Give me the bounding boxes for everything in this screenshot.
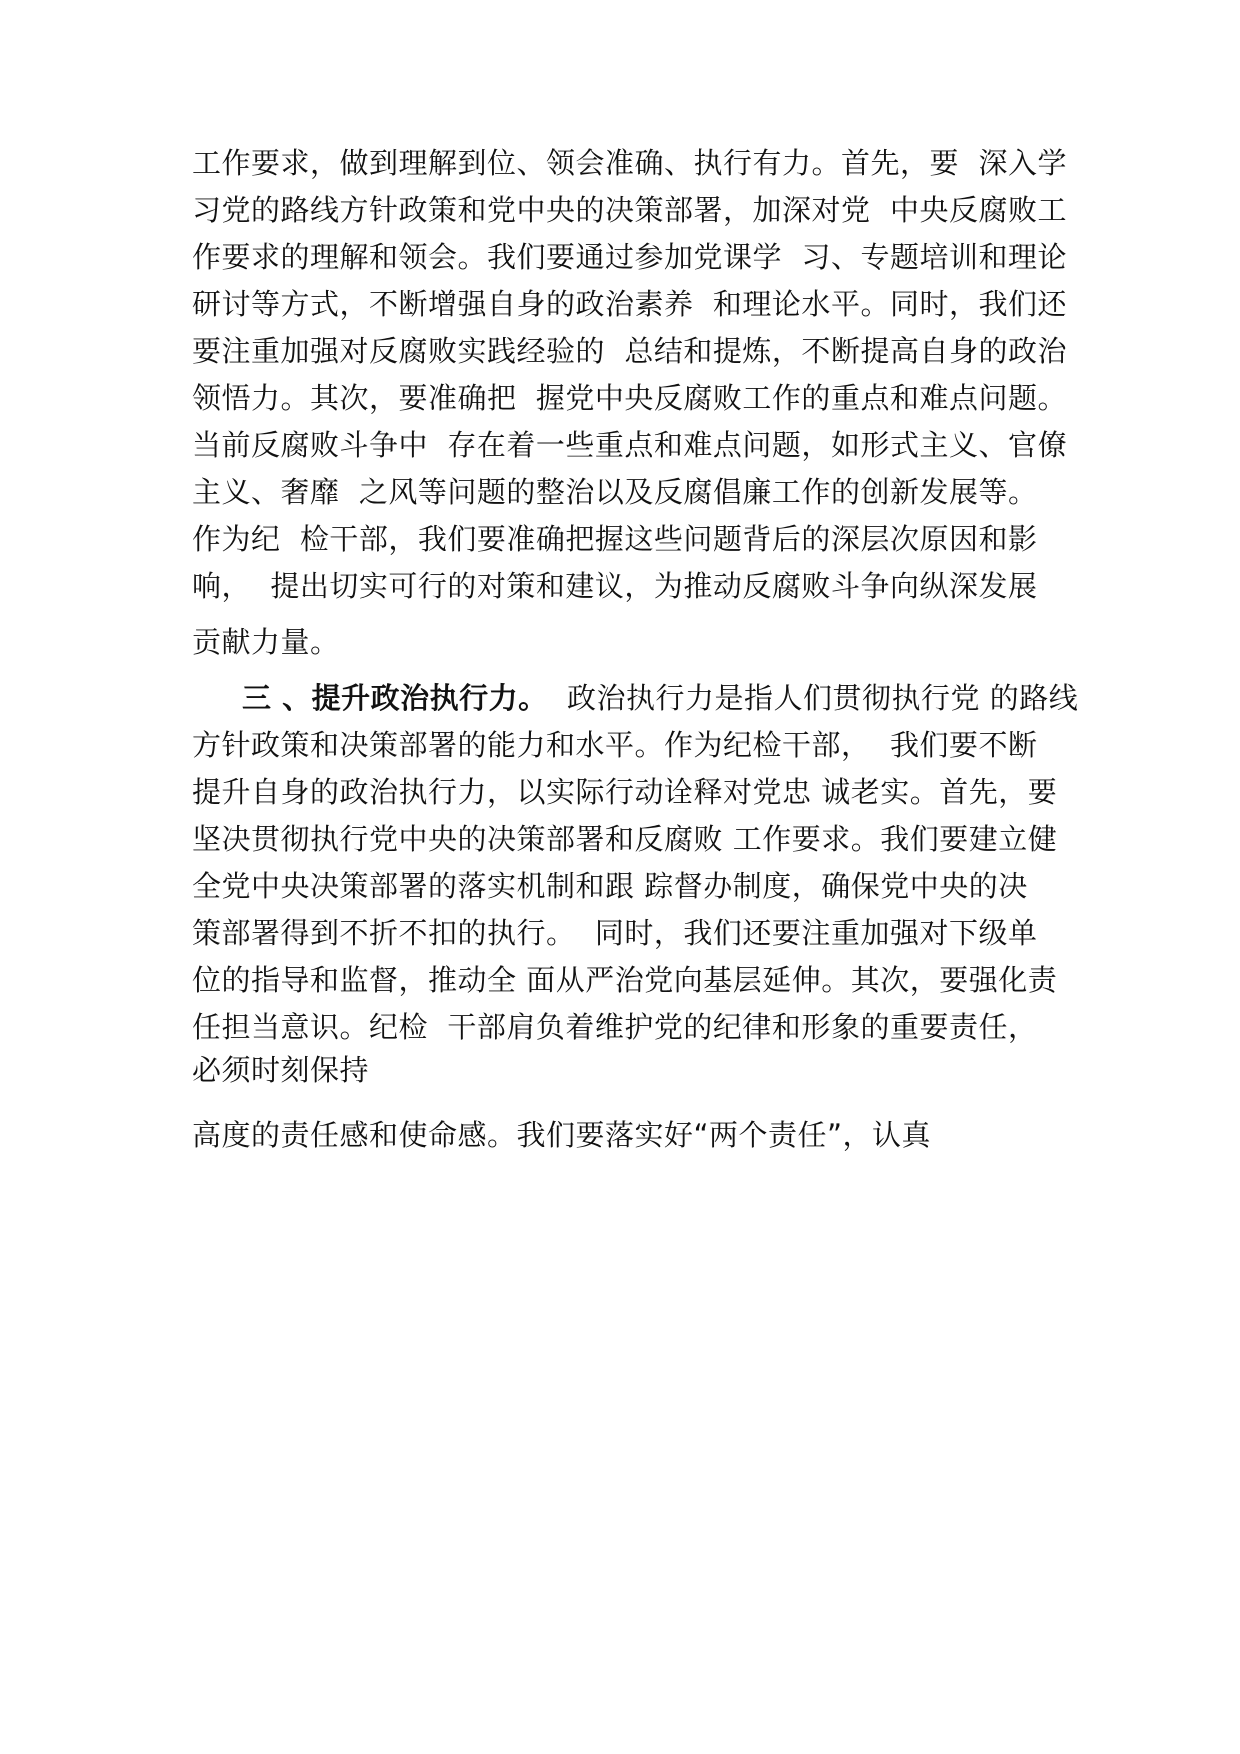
body-text-line: 策部署得到不折不扣的执行。 同时，我们还要注重加强对下级单 xyxy=(192,916,1038,950)
body-text-line: 贡献力量。 xyxy=(192,625,340,659)
body-text-line: 坚决贯彻执行党中央的决策部署和反腐败 工作要求。我们要建立健 xyxy=(192,822,1058,856)
body-text-line: 方针政策和决策部署的能力和水平。作为纪检干部， 我们要不断 xyxy=(192,728,1038,762)
body-text-line: 高度的责任感和使命感。我们要落实好“两个责任”，认真 xyxy=(192,1118,932,1152)
body-text-line: 研讨等方式，不断增强自身的政治素养 和理论水平。同时，我们还 xyxy=(192,287,1067,321)
body-text-line: 工作要求，做到理解到位、领会准确、执行有力。首先，要 深入学 xyxy=(192,146,1067,180)
body-text-line: 响， 提出切实可行的对策和建议，为推动反腐败斗争向纵深发展 xyxy=(192,569,1038,603)
body-text-line: 作为纪 检干部，我们要准确把握这些问题背后的深层次原因和影 xyxy=(192,522,1038,556)
body-text-line: 要注重加强对反腐败实践经验的 总结和提炼，不断提高自身的政治 xyxy=(192,334,1067,368)
body-text-line: 领悟力。其次，要准确把 握党中央反腐败工作的重点和难点问题。 xyxy=(192,381,1067,415)
body-text-line: 习党的路线方针政策和党中央的决策部署，加深对党 中央反腐败工 xyxy=(192,193,1067,227)
section-heading-continuation: 政治执行力是指人们贯彻执行党 的路线 xyxy=(547,681,1079,715)
body-text-line: 提升自身的政治执行力，以实际行动诠释对党忠 诚老实。首先，要 xyxy=(192,775,1058,809)
body-text-line: 作要求的理解和领会。我们要通过参加党课学 习、专题培训和理论 xyxy=(192,240,1067,274)
body-text-line: 位的指导和监督，推动全 面从严治党向基层延伸。其次，要强化责 xyxy=(192,963,1058,997)
body-text-line: 主义、奢靡 之风等问题的整治以及反腐倡廉工作的创新发展等。 xyxy=(192,475,1038,509)
body-text-line: 任担当意识。纪检 干部肩负着维护党的纪律和形象的重要责任， xyxy=(192,1010,1038,1044)
section-first-line xyxy=(242,678,1078,718)
body-text-line: 全党中央决策部署的落实机制和跟 踪督办制度，确保党中央的决 xyxy=(192,869,1028,903)
body-text-line: 必须时刻保持 xyxy=(192,1053,370,1087)
body-text-line: 当前反腐败斗争中 存在着一些重点和难点问题，如形式主义、官僚 xyxy=(192,428,1067,462)
section-heading: 三 、提升政治执行力。 xyxy=(242,681,548,715)
